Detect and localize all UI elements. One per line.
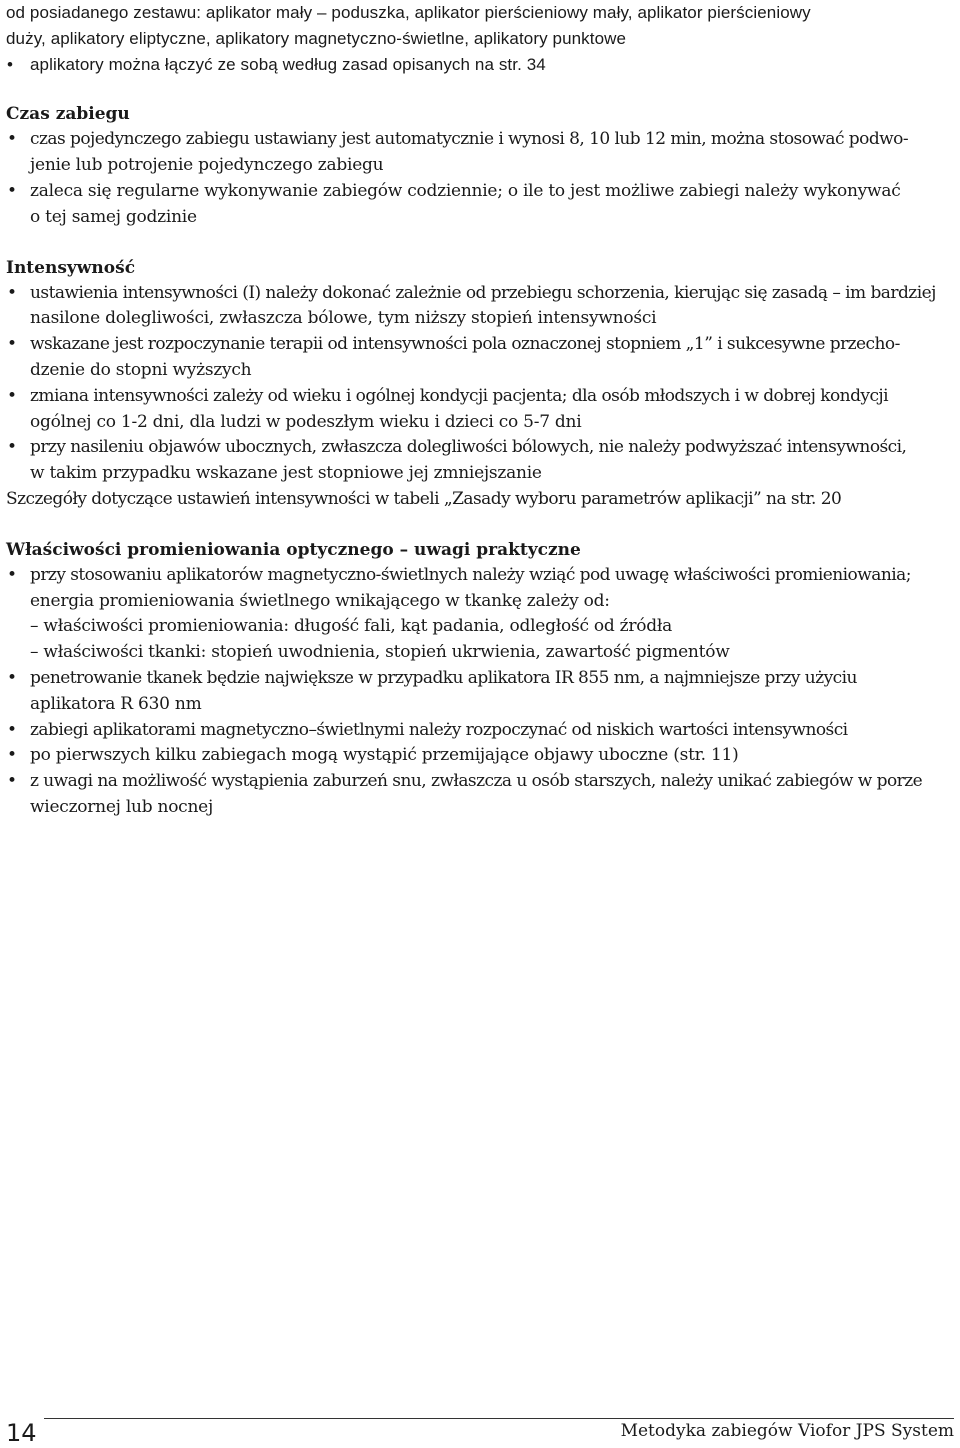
list-item-continuation: wieczornej lub nocnej xyxy=(30,796,213,817)
list-item-text: ustawienia intensywności (I) należy dokonać zależnie od przebiegu schorzenia, kierując się zasadą – im bardziej xyxy=(30,282,936,303)
bullet-icon: • xyxy=(7,282,18,303)
list-item-continuation: w takim przypadku wskazane jest stopniowe jej zmniejszanie xyxy=(30,463,542,484)
list-item-continuation: jenie lub potrojenie pojedynczego zabiegu xyxy=(30,155,384,176)
section-heading-intensywnosc: Intensywność xyxy=(6,257,136,278)
intro-bullet-text: aplikatory można łączyć ze sobą według zasad opisanych na str. 34 xyxy=(30,54,546,74)
page-number: 14 xyxy=(6,1419,37,1447)
list-subitem: – właściwości tkanki: stopień uwodnienia, stopień ukrwienia, zawartość pigmentów xyxy=(30,642,730,663)
list-item-continuation: nasilone dolegliwości, zwłaszcza bólowe, tym niższy stopień intensywności xyxy=(30,308,657,329)
list-item-text: po pierwszych kilku zabiegach mogą wystąpić przemijające objawy uboczne (str. 11) xyxy=(30,745,739,766)
list-item-text: z uwagi na możliwość wystąpienia zaburzeń snu, zwłaszcza u osób starszych, należy unikać zabiegów w porze xyxy=(30,771,923,792)
list-subitem: – właściwości promieniowania: długość fali, kąt padania, odległość od źródła xyxy=(30,616,672,637)
intro-line-1: od posiadanego zestawu: aplikator mały – poduszka, aplikator pierścieniowy mały, aplikator pierścieniowy xyxy=(6,3,811,22)
intro-line-2: duży, aplikatory eliptyczne, aplikatory magnetyczno-świetlne, aplikatory punktowe xyxy=(6,28,627,48)
list-item xyxy=(6,743,956,769)
intensity-table-note: Szczegóły dotyczące ustawień intensywności w tabeli „Zasady wyboru parametrów aplikacji” na str. 20 xyxy=(6,488,842,509)
list-item-continuation: dzenie do stopni wyższych xyxy=(30,359,252,380)
bullet-icon: • xyxy=(7,771,17,792)
list-item xyxy=(6,179,956,205)
list-item xyxy=(6,563,956,589)
list-item xyxy=(6,332,956,358)
list-item xyxy=(6,127,956,153)
intro-bullet xyxy=(6,52,956,78)
section-heading-czas: Czas zabiegu xyxy=(6,104,130,125)
list-item-continuation: energia promieniowania świetlnego wnikającego w tkankę zależy od: xyxy=(30,590,610,611)
bullet-icon: • xyxy=(7,54,14,74)
page-content xyxy=(6,0,956,821)
bullet-icon: • xyxy=(7,437,17,458)
list-item-continuation: aplikatora R 630 nm xyxy=(30,693,202,714)
bullet-icon: • xyxy=(7,129,17,150)
list-item-text: zmiana intensywności zależy od wieku i ogólnej kondycji pacjenta; dla osób młodszych i w dobrej kondycji xyxy=(30,385,889,406)
bullet-icon: • xyxy=(7,334,17,355)
list-item xyxy=(6,666,956,692)
bullet-icon: • xyxy=(7,667,17,688)
list-item xyxy=(6,281,956,307)
bullet-icon: • xyxy=(7,564,17,585)
list-item-text: wskazane jest rozpoczynanie terapii od intensywności pola oznaczonej stopniem „1” i sukcesywne przecho- xyxy=(30,334,900,355)
list-item-text: zabiegi aplikatorami magnetyczno–świetlnymi należy rozpoczynać od niskich wartości intensywności xyxy=(30,719,848,740)
list-item xyxy=(6,769,956,795)
bullet-icon: • xyxy=(7,180,17,201)
list-item-continuation: o tej samej godzinie xyxy=(30,206,197,227)
bullet-icon: • xyxy=(7,745,17,766)
section-heading-wlasciwosci: Właściwości promieniowania optycznego – uwagi praktyczne xyxy=(6,539,581,560)
bullet-icon: • xyxy=(7,385,17,406)
list-item-text: penetrowanie tkanek będzie największe w przypadku aplikatora IR 855 nm, a najmniejsze przy użyciu xyxy=(30,667,857,688)
list-item xyxy=(6,718,956,744)
list-item-text: zaleca się regularne wykonywanie zabiegów codziennie; o ile to jest możliwe zabiegi należy wykonywać xyxy=(30,180,901,201)
list-item-text: przy nasileniu objawów ubocznych, zwłaszcza dolegliwości bólowych, nie należy podwyższać intensywności, xyxy=(30,437,907,458)
bullet-icon: • xyxy=(7,719,17,740)
list-item xyxy=(6,384,956,410)
footer-title: Metodyka zabiegów Viofor JPS System xyxy=(620,1421,954,1441)
list-item-continuation: ogólnej co 1-2 dni, dla ludzi w podeszłym wieku i dzieci co 5-7 dni xyxy=(30,411,582,432)
list-item-text: czas pojedynczego zabiegu ustawiany jest automatycznie i wynosi 8, 10 lub 12 min, można stosować podwo- xyxy=(30,129,909,150)
list-item-text: przy stosowaniu aplikatorów magnetyczno-świetlnych należy wziąć pod uwagę właściwości promieniowania; xyxy=(30,564,911,585)
list-item xyxy=(6,435,956,461)
